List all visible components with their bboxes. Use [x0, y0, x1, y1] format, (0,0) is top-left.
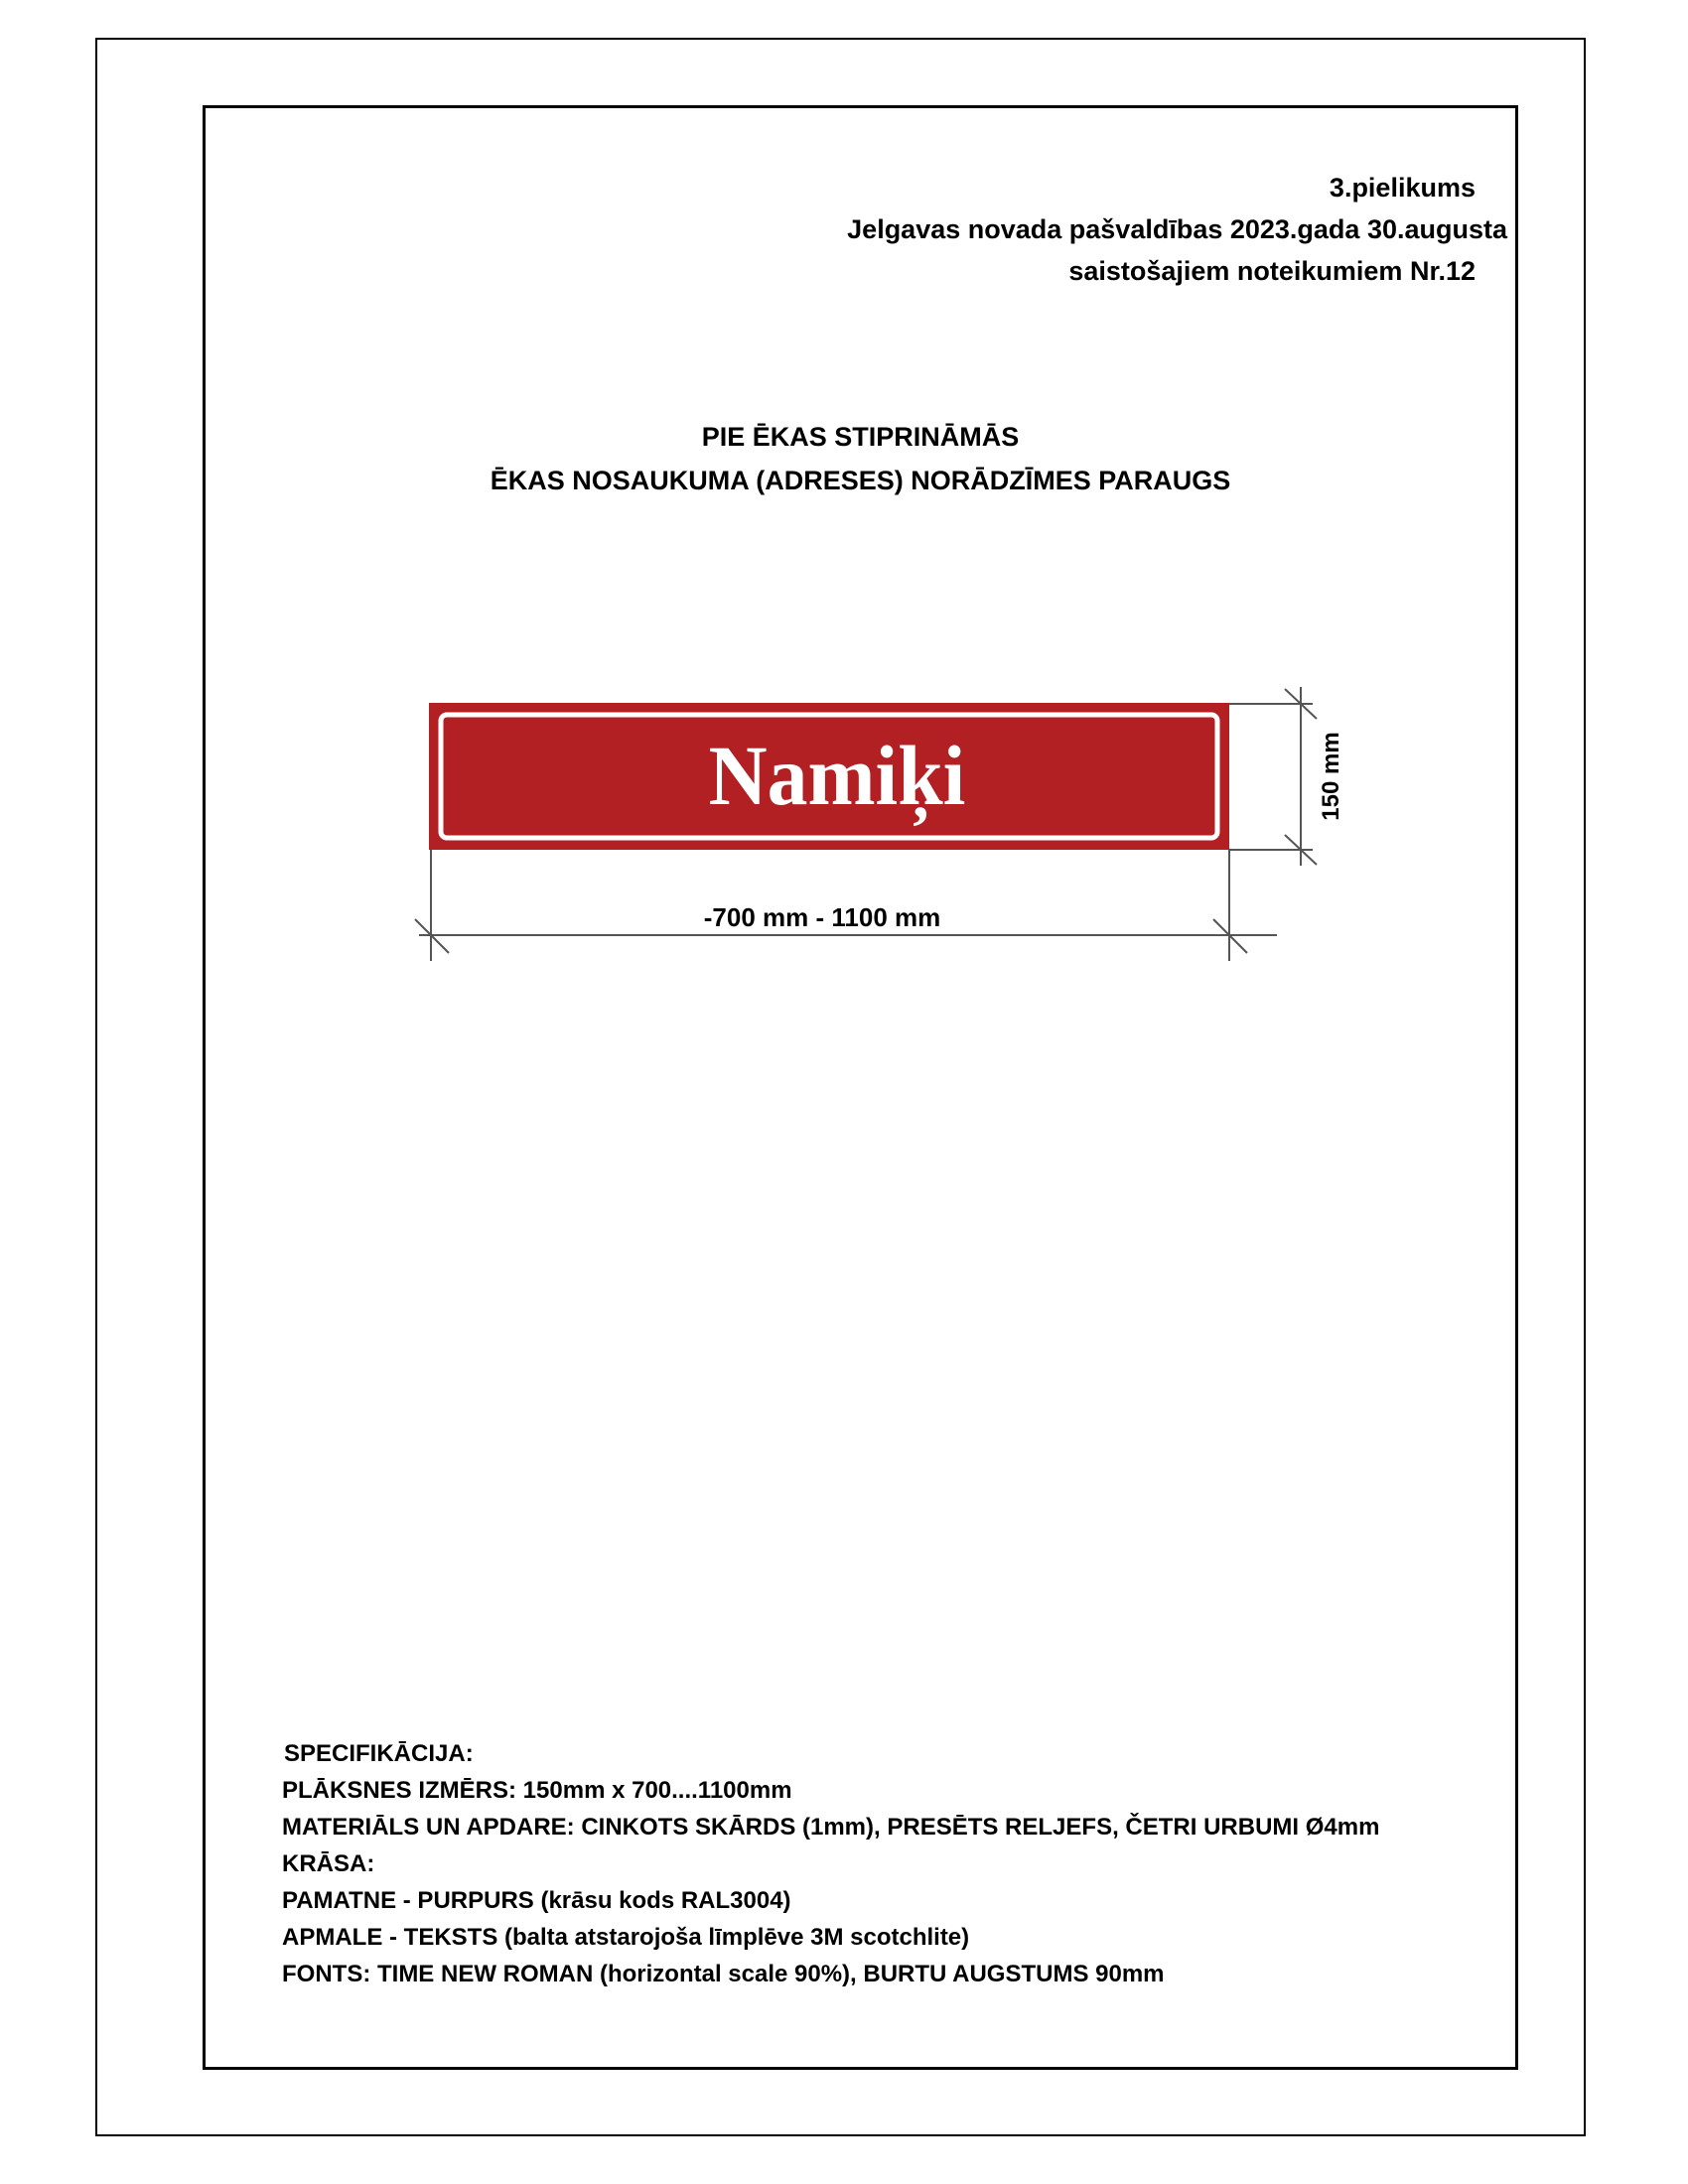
annex-number: 3.pielikums — [1329, 173, 1476, 203]
spec-heading: SPECIFIKĀCIJA: — [284, 1740, 474, 1767]
annex-regulation-source: Jelgavas novada pašvaldības 2023.gada 30.augusta — [847, 214, 1507, 244]
spec-base-color: PAMATNE - PURPURS (krāsu kods RAL3004) — [282, 1887, 791, 1914]
title-line-2: ĒKAS NOSAUKUMA (ADRESES) NORĀDZĪMES PARAUGS — [490, 466, 1231, 495]
specification-block — [282, 1735, 1379, 1992]
sign-text: Namiķi — [708, 729, 966, 824]
height-dimension — [1229, 687, 1317, 866]
spec-material: MATERIĀLS UN APDARE: CINKOTS SKĀRDS (1mm), PRESĒTS RELJEFS, ČETRI URBUMI Ø4mm — [282, 1814, 1380, 1841]
spec-font: FONTS: TIME NEW ROMAN (horizontal scale 90%), BURTU AUGSTUMS 90mm — [282, 1961, 1165, 1987]
title-line-1: PIE ĒKAS STIPRINĀMĀS — [701, 422, 1020, 452]
spec-size: PLĀKSNES IZMĒRS: 150mm x 700....1100mm — [282, 1777, 792, 1804]
width-label: -700 mm - 1100 mm — [703, 902, 941, 932]
annex-regulation-number: saistošajiem noteikumiem Nr.12 — [1068, 256, 1476, 286]
height-label: 150 mm — [1318, 732, 1344, 821]
spec-border-text-color: APMALE - TEKSTS (balta atstarojoša līmplēve 3M scotchlite) — [282, 1924, 970, 1951]
sign-drawing — [0, 0, 1688, 993]
spec-color-heading: KRĀSA: — [282, 1850, 375, 1877]
